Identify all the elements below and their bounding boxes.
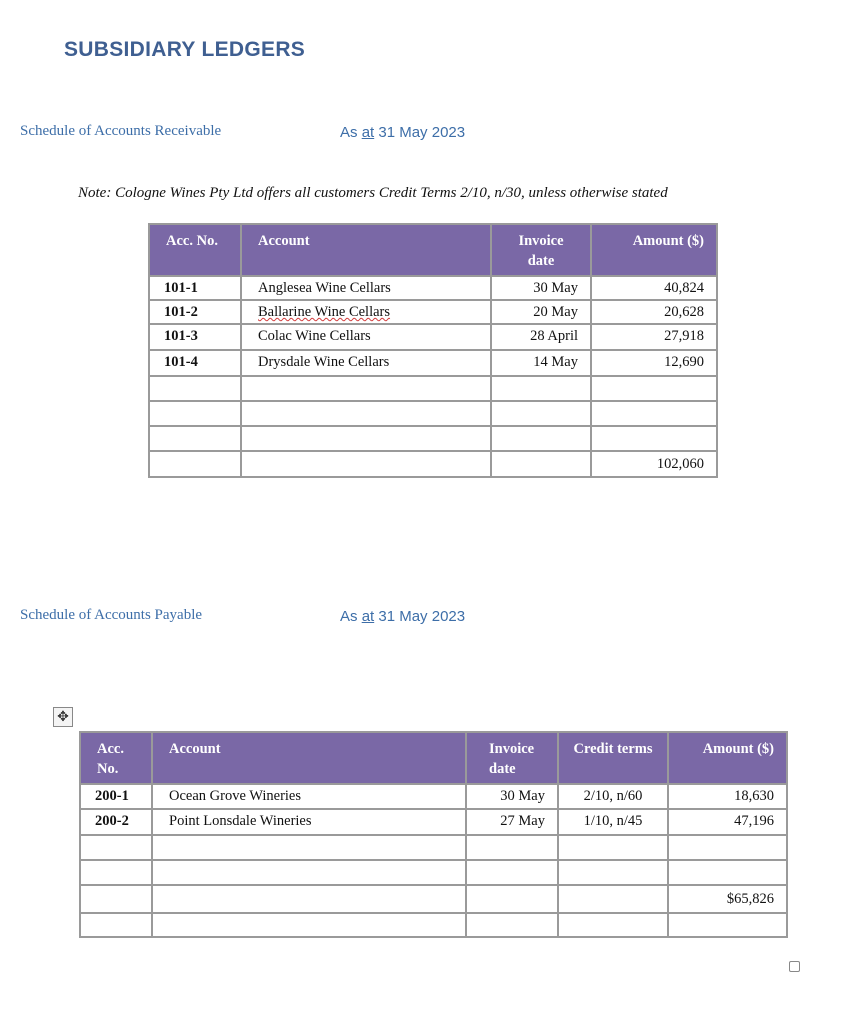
empty-row xyxy=(80,860,787,885)
payable-total: $65,826 xyxy=(668,885,787,913)
date-cell: 30 May xyxy=(491,276,591,300)
acc-no-cell: 101-1 xyxy=(149,276,241,300)
acc-no-cell: 101-2 xyxy=(149,300,241,324)
receivable-table xyxy=(148,223,718,478)
header-amount: Amount ($) xyxy=(668,732,787,784)
table-row xyxy=(149,300,717,324)
header-account: Account xyxy=(152,732,466,784)
account-cell: Drysdale Wine Cellars xyxy=(241,350,491,376)
as-at-prefix: As xyxy=(340,124,362,141)
account-cell: Point Lonsdale Wineries xyxy=(152,809,466,835)
account-cell: Anglesea Wine Cellars xyxy=(241,276,491,300)
as-at-date: 31 May 2023 xyxy=(374,124,466,141)
account-cell: Colac Wine Cellars xyxy=(241,324,491,350)
header-account: Account xyxy=(241,224,491,276)
total-row xyxy=(80,885,787,913)
acc-no-cell: 200-2 xyxy=(80,809,152,835)
payable-heading: Schedule of Accounts Payable xyxy=(20,607,203,623)
account-cell xyxy=(241,300,491,324)
table-row xyxy=(80,784,787,809)
table-row xyxy=(149,350,717,376)
amount-cell: 20,628 xyxy=(591,300,717,324)
acc-no-cell: 101-4 xyxy=(149,350,241,376)
amount-cell: 18,630 xyxy=(668,784,787,809)
total-row xyxy=(149,451,717,477)
acc-no-cell: 200-1 xyxy=(80,784,152,809)
as-at-word: at xyxy=(361,124,375,141)
header-acc-no: Acc. No. xyxy=(80,732,152,784)
amount-cell: 40,824 xyxy=(591,276,717,300)
receivable-total: 102,060 xyxy=(591,451,717,477)
date-cell: 28 April xyxy=(491,324,591,350)
table-row xyxy=(149,324,717,350)
empty-row xyxy=(80,913,787,937)
receivable-header-row xyxy=(149,224,717,276)
payable-header-row xyxy=(80,732,787,784)
header-credit-terms: Credit terms xyxy=(558,732,668,784)
page-title: SUBSIDIARY LEDGERS xyxy=(64,38,306,61)
header-invoice-date: Invoice date xyxy=(466,732,558,784)
empty-row xyxy=(80,835,787,860)
terms-cell: 1/10, n/45 xyxy=(558,809,668,835)
header-invoice-date: Invoice date xyxy=(491,224,591,276)
header-acc-no: Acc. No. xyxy=(149,224,241,276)
empty-row xyxy=(149,426,717,451)
resize-handle-icon[interactable] xyxy=(789,961,800,972)
payable-table xyxy=(79,731,788,938)
date-cell: 20 May xyxy=(491,300,591,324)
table-row xyxy=(80,809,787,835)
header-amount: Amount ($) xyxy=(591,224,717,276)
table-row xyxy=(149,276,717,300)
terms-cell: 2/10, n/60 xyxy=(558,784,668,809)
receivable-as-at xyxy=(340,124,465,141)
amount-cell: 12,690 xyxy=(591,350,717,376)
date-cell: 14 May xyxy=(491,350,591,376)
as-at-prefix: As xyxy=(340,608,362,625)
as-at-word: at xyxy=(361,608,375,625)
account-cell: Ocean Grove Wineries xyxy=(152,784,466,809)
amount-cell: 47,196 xyxy=(668,809,787,835)
date-cell: 27 May xyxy=(466,809,558,835)
empty-row xyxy=(149,376,717,401)
payable-as-at xyxy=(340,608,465,625)
empty-row xyxy=(149,401,717,426)
move-handle-icon[interactable]: ✥ xyxy=(53,707,73,727)
credit-terms-note: Note: Cologne Wines Pty Ltd offers all customers Credit Terms 2/10, n/30, unless otherwise stated xyxy=(78,185,668,201)
acc-no-cell: 101-3 xyxy=(149,324,241,350)
date-cell: 30 May xyxy=(466,784,558,809)
as-at-date: 31 May 2023 xyxy=(374,608,466,625)
amount-cell: 27,918 xyxy=(591,324,717,350)
receivable-heading: Schedule of Accounts Receivable xyxy=(20,123,222,139)
misspelled-account-name[interactable]: Ballarine Wine Cellars xyxy=(258,304,391,320)
